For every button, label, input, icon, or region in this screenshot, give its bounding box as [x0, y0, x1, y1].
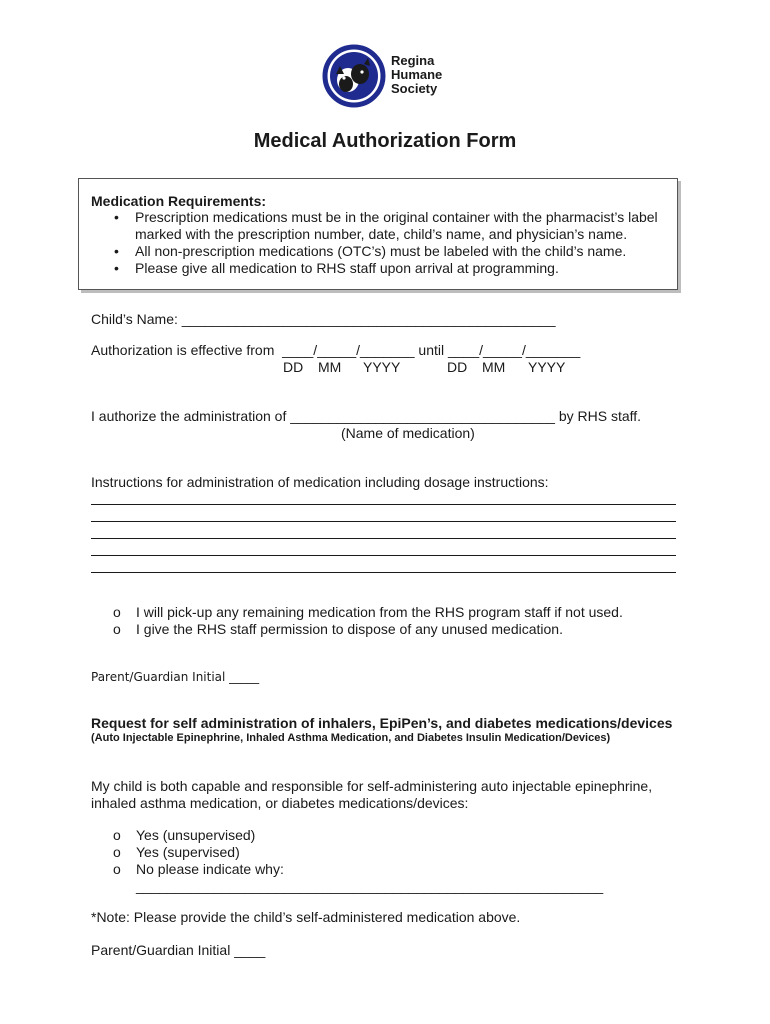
option-circle-icon[interactable]: o: [113, 844, 121, 860]
option-circle-icon[interactable]: o: [113, 861, 121, 877]
date-hint-dd: DD: [283, 359, 304, 375]
self-admin-subheading: (Auto Injectable Epinephrine, Inhaled Asthma Medication, and Diabetes Insulin Medication/Devices): [91, 732, 611, 744]
option-circle-icon[interactable]: o: [113, 621, 121, 637]
regina-humane-society-logo: [322, 44, 386, 108]
option-circle-icon[interactable]: o: [113, 827, 121, 843]
instructions-label: Instructions for administration of medication including dosage instructions:: [91, 474, 549, 490]
instructions-line[interactable]: [91, 504, 676, 505]
requirement-item: Please give all medication to RHS staff upon arrival at programming.: [135, 260, 559, 276]
instructions-line[interactable]: [91, 572, 676, 573]
date-hint-yyyy: YYYY: [528, 359, 566, 375]
dog-cat-logo-icon: [322, 44, 386, 108]
bullet-icon: •: [114, 260, 119, 276]
self-admin-statement-line-1: My child is both capable and responsible for self-administering auto injectable epinephrine,: [91, 778, 653, 794]
logo-line-3: Society: [391, 81, 438, 96]
yes-unsupervised-option[interactable]: Yes (unsupervised): [136, 827, 256, 843]
no-option[interactable]: No please indicate why:: [136, 861, 284, 877]
self-admin-note: *Note: Please provide the child’s self-administered medication above.: [91, 909, 521, 925]
page-title: Medical Authorization Form: [253, 130, 517, 152]
requirement-item: Prescription medications must be in the original container with the pharmacist’s label: [135, 209, 658, 225]
bullet-icon: •: [114, 243, 119, 259]
instructions-line[interactable]: [91, 521, 676, 522]
requirement-item: All non-prescription medications (OTC’s) must be labeled with the child’s name.: [135, 243, 627, 259]
date-hint-mm: MM: [482, 359, 506, 375]
yes-supervised-option[interactable]: Yes (supervised): [136, 844, 240, 860]
instructions-line[interactable]: [91, 538, 676, 539]
date-hint-dd: DD: [447, 359, 468, 375]
instructions-line[interactable]: [91, 555, 676, 556]
requirement-item-continued: marked with the prescription number, date, child’s name, and physician’s name.: [135, 226, 628, 242]
option-circle-icon[interactable]: o: [113, 604, 121, 620]
dispose-option[interactable]: I give the RHS staff permission to dispose of any unused medication.: [136, 621, 563, 637]
child-name-field[interactable]: Child’s Name: ________________________________________________: [91, 311, 556, 327]
date-hint-yyyy: YYYY: [363, 359, 401, 375]
self-admin-statement-line-2: inhaled asthma medication, or diabetes medications/devices:: [91, 795, 469, 811]
pickup-option[interactable]: I will pick-up any remaining medication from the RHS program staff if not used.: [136, 604, 623, 620]
parent-initial-field-2[interactable]: Parent/Guardian Initial ____: [91, 942, 266, 958]
medication-name-hint: (Name of medication): [341, 425, 475, 441]
date-hint-mm: MM: [318, 359, 342, 375]
requirements-heading: Medication Requirements:: [91, 193, 267, 209]
logo-line-1: Regina: [391, 53, 435, 68]
effective-date-field[interactable]: Authorization is effective from ____/_____/_______ until ____/_____/_______: [91, 342, 581, 358]
parent-initial-field[interactable]: Parent/Guardian Initial _____: [91, 670, 260, 684]
logo-line-2: Humane: [391, 67, 443, 82]
self-admin-heading: Request for self administration of inhalers, EpiPen’s, and diabetes medications/devices: [91, 715, 673, 731]
bullet-icon: •: [114, 209, 119, 225]
reason-field[interactable]: ____________________________________________________________: [136, 878, 604, 894]
medication-name-field[interactable]: I authorize the administration of __________________________________ by RHS staff.: [91, 408, 642, 424]
logo-text: [391, 54, 442, 96]
